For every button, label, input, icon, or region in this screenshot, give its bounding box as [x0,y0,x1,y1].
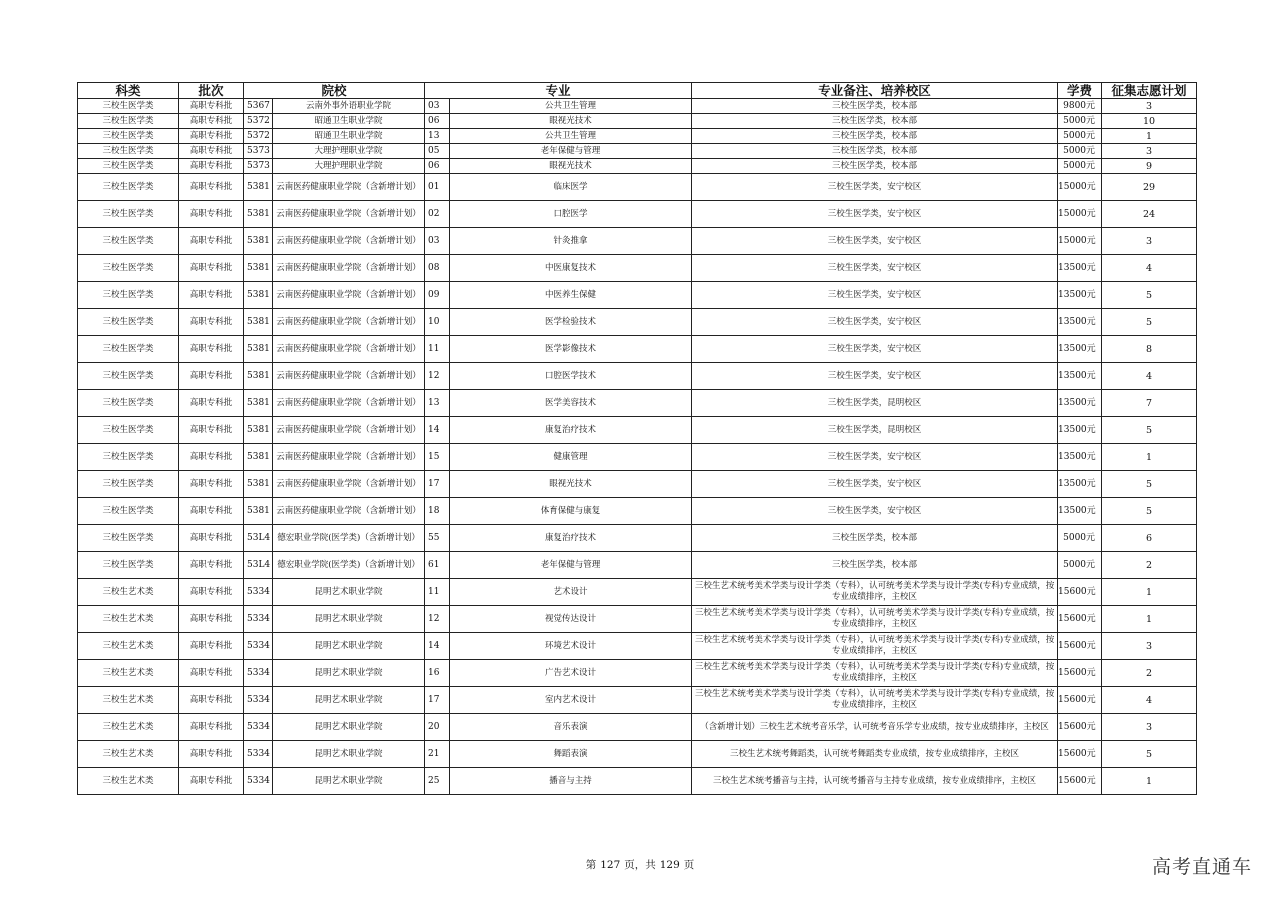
cell-batch: 高职专科批 [179,660,244,687]
cell-school-code: 5381 [244,255,273,282]
cell-plan-count: 5 [1102,471,1197,498]
cell-school-code: 5373 [244,159,273,174]
header-category: 科类 [78,83,179,99]
cell-major-name: 中医康复技术 [450,255,692,282]
table-row [78,228,1197,255]
cell-school-code: 53L4 [244,552,273,579]
cell-major-name: 广告艺术设计 [450,660,692,687]
cell-plan-count: 10 [1102,114,1197,129]
table-row [78,633,1197,660]
cell-major-code: 15 [425,444,450,471]
header-remarks: 专业备注、培养校区 [692,83,1058,99]
cell-category: 三校生医学类 [78,174,179,201]
cell-remarks: 三校生医学类，校本部 [692,144,1058,159]
cell-major-code: 08 [425,255,450,282]
cell-plan-count: 4 [1102,363,1197,390]
table-row [78,99,1197,114]
cell-major-name: 老年保健与管理 [450,144,692,159]
cell-tuition: 13500元 [1058,363,1102,390]
cell-major-name: 口腔医学 [450,201,692,228]
table-row [78,525,1197,552]
cell-major-code: 11 [425,579,450,606]
cell-batch: 高职专科批 [179,309,244,336]
cell-major-name: 医学检验技术 [450,309,692,336]
cell-tuition: 15600元 [1058,741,1102,768]
cell-category: 三校生医学类 [78,255,179,282]
cell-major-code: 12 [425,363,450,390]
cell-remarks: 三校生医学类，校本部 [692,99,1058,114]
cell-plan-count: 1 [1102,579,1197,606]
cell-remarks: 三校生医学类，安宁校区 [692,255,1058,282]
cell-batch: 高职专科批 [179,159,244,174]
cell-major-name: 口腔医学技术 [450,363,692,390]
cell-school-name: 云南医药健康职业学院（含新增计划） [273,498,425,525]
cell-major-code: 02 [425,201,450,228]
cell-school-code: 5381 [244,390,273,417]
cell-school-code: 53L4 [244,525,273,552]
cell-tuition: 9800元 [1058,99,1102,114]
table-row [78,336,1197,363]
header-major: 专业 [425,83,692,99]
cell-batch: 高职专科批 [179,741,244,768]
cell-remarks: 三校生艺术统考舞蹈类，认可统考舞蹈类专业成绩，按专业成绩排序，主校区 [692,741,1058,768]
cell-school-name: 云南医药健康职业学院（含新增计划） [273,228,425,255]
cell-major-name: 音乐表演 [450,714,692,741]
cell-school-name: 大理护理职业学院 [273,159,425,174]
cell-remarks: 三校生艺术统考美术学类与设计学类（专科），认可统考美术学类与设计学类(专科)专业成绩，按专业成绩排序，主校区 [692,633,1058,660]
cell-major-code: 10 [425,309,450,336]
cell-major-code: 06 [425,114,450,129]
cell-tuition: 15600元 [1058,768,1102,795]
cell-plan-count: 1 [1102,444,1197,471]
table-row [78,174,1197,201]
cell-major-name: 体育保健与康复 [450,498,692,525]
cell-school-code: 5381 [244,471,273,498]
cell-school-code: 5381 [244,174,273,201]
cell-school-name: 昭通卫生职业学院 [273,114,425,129]
cell-major-name: 室内艺术设计 [450,687,692,714]
cell-tuition: 13500元 [1058,282,1102,309]
cell-major-name: 康复治疗技术 [450,417,692,444]
cell-batch: 高职专科批 [179,417,244,444]
cell-tuition: 15000元 [1058,228,1102,255]
cell-remarks: 三校生医学类，校本部 [692,129,1058,144]
footer-prefix: 第 [585,859,597,871]
cell-major-code: 17 [425,471,450,498]
cell-batch: 高职专科批 [179,579,244,606]
cell-school-code: 5381 [244,282,273,309]
cell-school-code: 5334 [244,660,273,687]
cell-category: 三校生艺术类 [78,714,179,741]
table-row [78,114,1197,129]
cell-category: 三校生医学类 [78,336,179,363]
table-row [78,768,1197,795]
cell-school-name: 昆明艺术职业学院 [273,579,425,606]
cell-category: 三校生医学类 [78,417,179,444]
cell-plan-count: 3 [1102,144,1197,159]
cell-school-name: 云南医药健康职业学院（含新增计划） [273,201,425,228]
table-row [78,129,1197,144]
cell-batch: 高职专科批 [179,768,244,795]
cell-plan-count: 4 [1102,687,1197,714]
cell-school-name: 云南医药健康职业学院（含新增计划） [273,417,425,444]
cell-remarks: 三校生医学类，安宁校区 [692,498,1058,525]
cell-plan-count: 7 [1102,390,1197,417]
cell-category: 三校生艺术类 [78,606,179,633]
cell-tuition: 15600元 [1058,633,1102,660]
cell-major-code: 20 [425,714,450,741]
cell-school-name: 云南医药健康职业学院（含新增计划） [273,174,425,201]
cell-tuition: 13500元 [1058,444,1102,471]
cell-school-code: 5381 [244,309,273,336]
cell-school-name: 云南医药健康职业学院（含新增计划） [273,390,425,417]
cell-tuition: 5000元 [1058,159,1102,174]
cell-remarks: （含新增计划）三校生艺术统考音乐学，认可统考音乐学专业成绩，按专业成绩排序，主校区 [692,714,1058,741]
cell-school-code: 5381 [244,363,273,390]
cell-batch: 高职专科批 [179,606,244,633]
cell-major-code: 25 [425,768,450,795]
cell-batch: 高职专科批 [179,552,244,579]
cell-major-code: 12 [425,606,450,633]
cell-school-name: 云南医药健康职业学院（含新增计划） [273,255,425,282]
cell-plan-count: 3 [1102,99,1197,114]
header-tuition: 学费 [1058,83,1102,99]
cell-major-name: 公共卫生管理 [450,129,692,144]
cell-school-code: 5381 [244,336,273,363]
cell-plan-count: 5 [1102,741,1197,768]
footer-mid: 页，共 [624,859,656,871]
cell-school-code: 5373 [244,144,273,159]
cell-major-code: 17 [425,687,450,714]
cell-school-code: 5381 [244,444,273,471]
cell-major-code: 21 [425,741,450,768]
cell-category: 三校生艺术类 [78,633,179,660]
cell-school-name: 云南医药健康职业学院（含新增计划） [273,336,425,363]
cell-category: 三校生医学类 [78,525,179,552]
cell-major-code: 16 [425,660,450,687]
cell-plan-count: 29 [1102,174,1197,201]
cell-school-code: 5372 [244,129,273,144]
cell-tuition: 13500元 [1058,498,1102,525]
cell-remarks: 三校生艺术统考美术学类与设计学类（专科），认可统考美术学类与设计学类(专科)专业成绩，按专业成绩排序，主校区 [692,606,1058,633]
cell-batch: 高职专科批 [179,129,244,144]
cell-plan-count: 1 [1102,768,1197,795]
cell-major-code: 03 [425,228,450,255]
table-row [78,417,1197,444]
cell-category: 三校生医学类 [78,99,179,114]
cell-major-name: 眼视光技术 [450,471,692,498]
cell-tuition: 13500元 [1058,309,1102,336]
cell-major-name: 播音与主持 [450,768,692,795]
table-body [78,99,1197,795]
table-row [78,741,1197,768]
cell-tuition: 13500元 [1058,417,1102,444]
cell-batch: 高职专科批 [179,144,244,159]
cell-category: 三校生医学类 [78,129,179,144]
cell-major-code: 05 [425,144,450,159]
cell-remarks: 三校生医学类，安宁校区 [692,228,1058,255]
cell-tuition: 13500元 [1058,255,1102,282]
header-batch: 批次 [179,83,244,99]
cell-school-code: 5334 [244,633,273,660]
cell-batch: 高职专科批 [179,255,244,282]
cell-school-name: 云南医药健康职业学院（含新增计划） [273,309,425,336]
cell-school-name: 昆明艺术职业学院 [273,687,425,714]
cell-tuition: 5000元 [1058,552,1102,579]
cell-major-name: 老年保健与管理 [450,552,692,579]
cell-remarks: 三校生医学类，安宁校区 [692,309,1058,336]
table-row [78,579,1197,606]
cell-remarks: 三校生医学类，安宁校区 [692,282,1058,309]
cell-batch: 高职专科批 [179,525,244,552]
header-plan: 征集志愿计划 [1102,83,1197,99]
cell-category: 三校生艺术类 [78,687,179,714]
cell-remarks: 三校生艺术统考播音与主持，认可统考播音与主持专业成绩，按专业成绩排序，主校区 [692,768,1058,795]
cell-major-code: 09 [425,282,450,309]
cell-school-name: 昆明艺术职业学院 [273,660,425,687]
cell-tuition: 15600元 [1058,606,1102,633]
table-row [78,390,1197,417]
cell-school-name: 云南医药健康职业学院（含新增计划） [273,282,425,309]
cell-remarks: 三校生医学类，校本部 [692,159,1058,174]
table-row [78,201,1197,228]
cell-tuition: 5000元 [1058,129,1102,144]
header-school: 院校 [244,83,425,99]
footer-suffix: 页 [683,859,695,871]
cell-tuition: 15000元 [1058,174,1102,201]
cell-category: 三校生医学类 [78,201,179,228]
cell-major-name: 环境艺术设计 [450,633,692,660]
cell-plan-count: 3 [1102,228,1197,255]
cell-major-name: 公共卫生管理 [450,99,692,114]
cell-plan-count: 5 [1102,309,1197,336]
cell-category: 三校生艺术类 [78,768,179,795]
cell-batch: 高职专科批 [179,228,244,255]
cell-category: 三校生医学类 [78,282,179,309]
cell-school-name: 云南医药健康职业学院（含新增计划） [273,444,425,471]
cell-batch: 高职专科批 [179,114,244,129]
cell-major-name: 舞蹈表演 [450,741,692,768]
cell-remarks: 三校生医学类，校本部 [692,114,1058,129]
cell-remarks: 三校生医学类，校本部 [692,552,1058,579]
cell-school-name: 云南医药健康职业学院（含新增计划） [273,471,425,498]
cell-category: 三校生医学类 [78,498,179,525]
cell-batch: 高职专科批 [179,390,244,417]
cell-plan-count: 2 [1102,660,1197,687]
table-row [78,498,1197,525]
table-row [78,471,1197,498]
cell-remarks: 三校生医学类，校本部 [692,525,1058,552]
cell-tuition: 13500元 [1058,471,1102,498]
cell-school-name: 云南医药健康职业学院（含新增计划） [273,363,425,390]
table-row [78,309,1197,336]
cell-school-name: 昆明艺术职业学院 [273,714,425,741]
cell-major-name: 针灸推拿 [450,228,692,255]
cell-major-name: 中医养生保健 [450,282,692,309]
cell-school-code: 5334 [244,606,273,633]
cell-plan-count: 1 [1102,606,1197,633]
cell-remarks: 三校生医学类，安宁校区 [692,363,1058,390]
footer-total-pages: 129 [659,859,680,871]
cell-category: 三校生艺术类 [78,660,179,687]
cell-category: 三校生医学类 [78,444,179,471]
cell-category: 三校生医学类 [78,159,179,174]
cell-tuition: 13500元 [1058,336,1102,363]
table-row [78,606,1197,633]
cell-school-name: 昭通卫生职业学院 [273,129,425,144]
cell-plan-count: 5 [1102,417,1197,444]
cell-plan-count: 9 [1102,159,1197,174]
cell-major-code: 03 [425,99,450,114]
cell-school-code: 5334 [244,687,273,714]
cell-plan-count: 3 [1102,714,1197,741]
cell-remarks: 三校生艺术统考美术学类与设计学类（专科），认可统考美术学类与设计学类(专科)专业成绩，按专业成绩排序，主校区 [692,660,1058,687]
cell-major-code: 11 [425,336,450,363]
cell-tuition: 15000元 [1058,201,1102,228]
cell-plan-count: 1 [1102,129,1197,144]
cell-category: 三校生医学类 [78,471,179,498]
cell-category: 三校生医学类 [78,114,179,129]
cell-school-code: 5334 [244,579,273,606]
cell-school-code: 5381 [244,228,273,255]
cell-remarks: 三校生医学类，安宁校区 [692,471,1058,498]
cell-school-code: 5334 [244,741,273,768]
cell-plan-count: 3 [1102,633,1197,660]
cell-batch: 高职专科批 [179,99,244,114]
cell-school-code: 5381 [244,498,273,525]
cell-tuition: 15600元 [1058,579,1102,606]
cell-school-name: 德宏职业学院(医学类)（含新增计划） [273,552,425,579]
cell-major-code: 01 [425,174,450,201]
cell-school-code: 5367 [244,99,273,114]
cell-batch: 高职专科批 [179,336,244,363]
cell-major-name: 医学影像技术 [450,336,692,363]
cell-batch: 高职专科批 [179,174,244,201]
cell-major-code: 14 [425,417,450,444]
cell-remarks: 三校生艺术统考美术学类与设计学类（专科），认可统考美术学类与设计学类(专科)专业成绩，按专业成绩排序，主校区 [692,687,1058,714]
cell-batch: 高职专科批 [179,471,244,498]
cell-school-name: 德宏职业学院(医学类)（含新增计划） [273,525,425,552]
cell-school-code: 5372 [244,114,273,129]
table-row [78,282,1197,309]
cell-category: 三校生医学类 [78,390,179,417]
cell-plan-count: 5 [1102,282,1197,309]
cell-major-name: 视觉传达设计 [450,606,692,633]
cell-tuition: 15600元 [1058,714,1102,741]
cell-plan-count: 2 [1102,552,1197,579]
cell-batch: 高职专科批 [179,687,244,714]
cell-school-code: 5334 [244,714,273,741]
cell-batch: 高职专科批 [179,498,244,525]
cell-batch: 高职专科批 [179,714,244,741]
cell-tuition: 13500元 [1058,390,1102,417]
cell-plan-count: 4 [1102,255,1197,282]
cell-tuition: 5000元 [1058,114,1102,129]
cell-category: 三校生医学类 [78,228,179,255]
cell-school-name: 昆明艺术职业学院 [273,633,425,660]
brand-watermark: 高考直通车 [1151,856,1252,878]
table-header-row [78,83,1197,99]
cell-tuition: 5000元 [1058,144,1102,159]
cell-school-name: 大理护理职业学院 [273,144,425,159]
table-row [78,687,1197,714]
table-row [78,159,1197,174]
table-row [78,363,1197,390]
cell-major-name: 临床医学 [450,174,692,201]
cell-plan-count: 8 [1102,336,1197,363]
cell-school-code: 5381 [244,417,273,444]
cell-school-name: 昆明艺术职业学院 [273,768,425,795]
table-row [78,552,1197,579]
cell-school-name: 昆明艺术职业学院 [273,606,425,633]
footer-page-number: 127 [600,859,621,871]
table-row [78,660,1197,687]
cell-school-name: 昆明艺术职业学院 [273,741,425,768]
cell-batch: 高职专科批 [179,633,244,660]
cell-remarks: 三校生医学类，昆明校区 [692,417,1058,444]
cell-major-name: 医学美容技术 [450,390,692,417]
cell-remarks: 三校生医学类，昆明校区 [692,390,1058,417]
cell-category: 三校生艺术类 [78,579,179,606]
cell-major-code: 18 [425,498,450,525]
cell-school-code: 5334 [244,768,273,795]
table-row [78,144,1197,159]
cell-remarks: 三校生医学类，安宁校区 [692,201,1058,228]
cell-major-code: 61 [425,552,450,579]
admission-plan-table [77,82,1197,795]
cell-batch: 高职专科批 [179,444,244,471]
cell-tuition: 15600元 [1058,660,1102,687]
cell-major-code: 13 [425,129,450,144]
cell-remarks: 三校生医学类，安宁校区 [692,444,1058,471]
cell-major-name: 健康管理 [450,444,692,471]
table-row [78,714,1197,741]
cell-batch: 高职专科批 [179,282,244,309]
cell-batch: 高职专科批 [179,201,244,228]
cell-major-name: 康复治疗技术 [450,525,692,552]
cell-major-code: 13 [425,390,450,417]
cell-plan-count: 6 [1102,525,1197,552]
cell-major-name: 眼视光技术 [450,159,692,174]
cell-school-name: 云南外事外语职业学院 [273,99,425,114]
cell-batch: 高职专科批 [179,363,244,390]
page-footer [0,857,1280,872]
table-row [78,255,1197,282]
cell-category: 三校生医学类 [78,309,179,336]
cell-plan-count: 5 [1102,498,1197,525]
cell-major-name: 眼视光技术 [450,114,692,129]
cell-remarks: 三校生医学类，安宁校区 [692,336,1058,363]
cell-major-name: 艺术设计 [450,579,692,606]
cell-category: 三校生医学类 [78,552,179,579]
cell-category: 三校生医学类 [78,144,179,159]
cell-remarks: 三校生医学类，安宁校区 [692,174,1058,201]
table-row [78,444,1197,471]
cell-remarks: 三校生艺术统考美术学类与设计学类（专科），认可统考美术学类与设计学类(专科)专业成绩，按专业成绩排序，主校区 [692,579,1058,606]
cell-category: 三校生艺术类 [78,741,179,768]
cell-major-code: 14 [425,633,450,660]
cell-category: 三校生医学类 [78,363,179,390]
cell-school-code: 5381 [244,201,273,228]
cell-tuition: 5000元 [1058,525,1102,552]
cell-major-code: 55 [425,525,450,552]
cell-tuition: 15600元 [1058,687,1102,714]
cell-plan-count: 24 [1102,201,1197,228]
cell-major-code: 06 [425,159,450,174]
